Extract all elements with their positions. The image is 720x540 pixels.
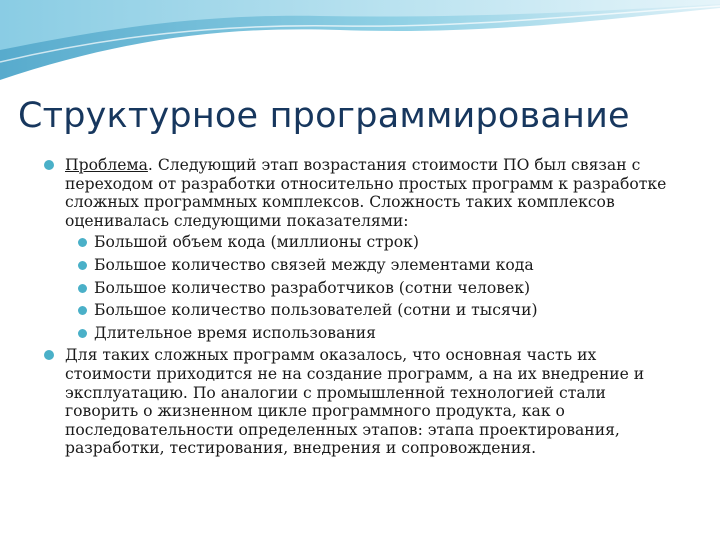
sub-list-item [78,254,684,277]
bullet-icon [44,350,54,360]
lifecycle-text: Для таких сложных программ оказалось, что основная часть их стоимости приходится не на создание программ, а на их внедрение и эксплуатацию. По аналогии с промышленной технологией стали говорить о жизненном цикле программного продукта, как о последовательности определенных этапов: этапа проектирования, разработки, тестирования, внедрения и сопровождения. [65,346,645,458]
sub-item-text: Большое количество связей между элементами кода [94,255,534,274]
complexity-indicators-list [78,231,684,344]
bullet-item-lifecycle [44,346,684,458]
sub-item-text: Большое количество разработчиков (сотни человек) [94,278,531,297]
bullet-icon [78,306,87,315]
bullet-item-problem [44,156,684,344]
header-wave-decoration [0,0,720,90]
bullet-icon [44,160,54,170]
slide-title: Структурное программирование [18,96,630,136]
sub-list-item [78,299,684,322]
bullet-icon [78,261,87,270]
problem-text: . Следующий этап возрастания стоимости ПО был связан с переходом от разработки относительно простых программ к разработке сложных программных комплексов. Сложность таких комплексов оценивалась следующими показателями: [65,156,667,230]
problem-term: Проблема [65,156,148,174]
sub-item-text: Длительное время использования [94,323,377,342]
bullet-icon [78,329,87,338]
sub-list-item [78,231,684,254]
sub-item-text: Большой объем кода (миллионы строк) [94,233,420,252]
slide-content [44,156,684,458]
sub-list-item [78,277,684,300]
sub-list-item [78,322,684,345]
bullet-icon [78,238,87,247]
sub-item-text: Большое количество пользователей (сотни и тысячи) [94,301,538,320]
bullet-icon [78,284,87,293]
